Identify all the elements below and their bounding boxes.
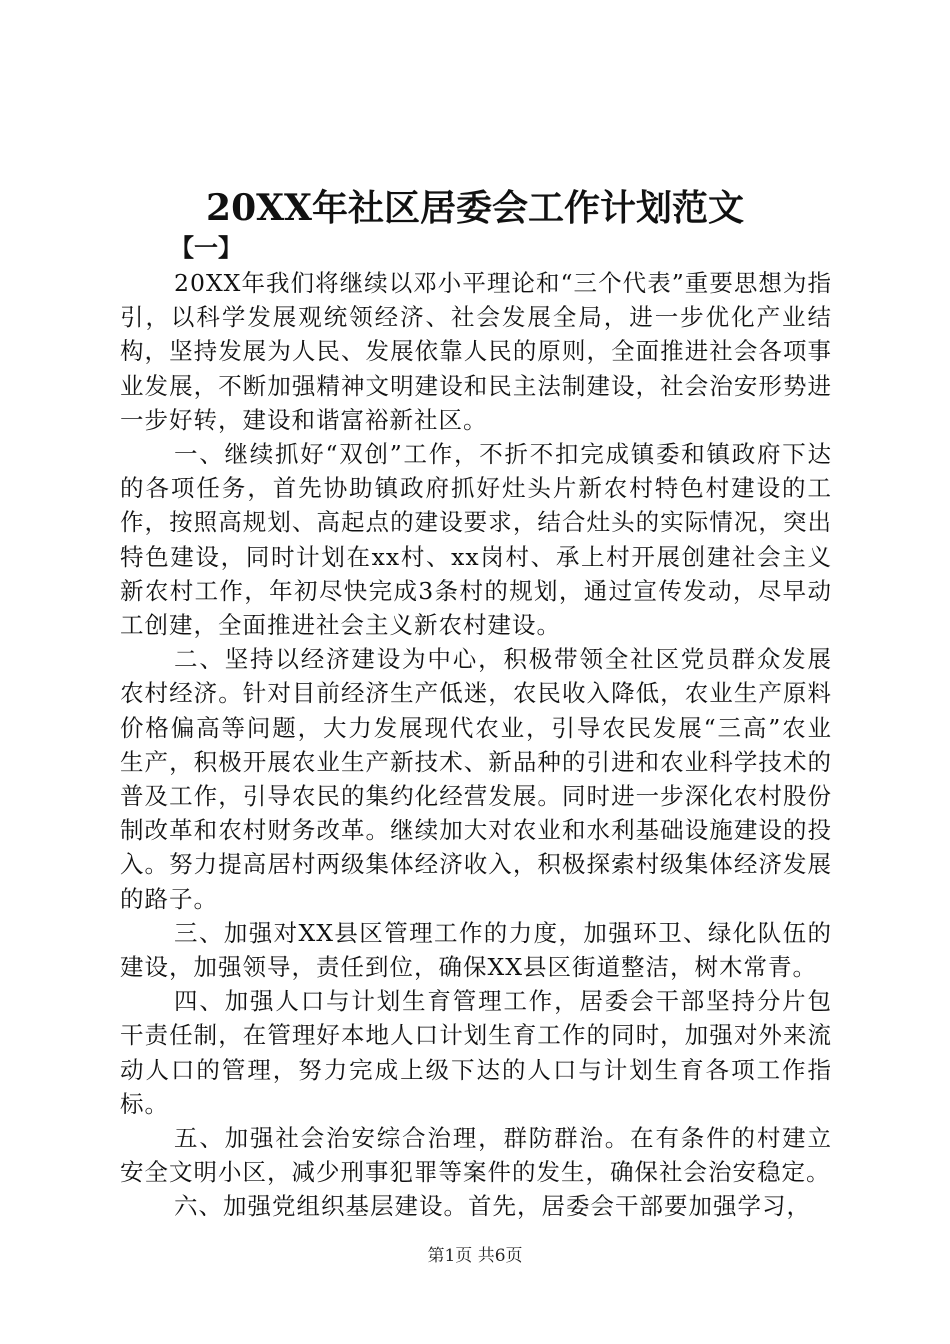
section-marker: 【一】 [170, 233, 242, 262]
document-body [120, 266, 832, 1224]
paragraph-item-6: 六、加强党组织基层建设。首先，居委会干部要加强学习， [174, 1192, 812, 1221]
paragraph-intro: 20XX年我们将继续以邓小平理论和“三个代表”重要思想为指引，以科学发展观统领经济、社会发展全局，进一步优化产业结构，坚持发展为人民、发展依靠人民的原则，全面推进社会各项事业发展，不断加强精神文明建设和民主法制建设，社会治安形势进一步好转，建设和谐富裕新社区。 [120, 269, 832, 434]
paragraph-item-5: 五、加强社会治安综合治理，群防群治。在有条件的村建立安全文明小区，减少刑事犯罪等案件的发生，确保社会治安稳定。 [120, 1124, 832, 1187]
paragraph-item-3: 三、加强对XX县区管理工作的力度，加强环卫、绿化队伍的建设，加强领导，责任到位，确保XX县区街道整洁，树木常青。 [120, 918, 832, 982]
paragraph-item-1: 一、继续抓好“双创”工作，不折不扣完成镇委和镇政府下达的各项任务，首先协助镇政府抓好灶头片新农村特色村建设的工作，按照高规划、高起点的建设要求，结合灶头的实际情况，突出特色建设，同时计划在xx村、xx岗村、承上村开展创建社会主义新农村工作，年初尽快完成3条村的规划，通过宣传发动，尽早动工创建，全面推进社会主义新农村建设。 [120, 440, 832, 640]
paragraph-item-2: 二、坚持以经济建设为中心，积极带领全社区党员群众发展农村经济。针对目前经济生产低迷，农民收入降低，农业生产原料价格偏高等问题，大力发展现代农业，引导农民发展“三高”农业生产，积极开展农业生产新技术、新品种的引进和农业科学技术的普及工作，引导农民的集约化经营发展。同时进一步深化农村股份制改革和农村财务改革。继续加大对农业和水利基础设施建设的投入。努力提高居村两级集体经济收入，积极探索村级集体经济发展的路子。 [120, 645, 832, 913]
document-title: 20XX年社区居委会工作计划范文 [206, 187, 744, 229]
paragraph-item-4: 四、加强人口与计划生育管理工作，居委会干部坚持分片包干责任制，在管理好本地人口计划生育工作的同时，加强对外来流动人口的管理，努力完成上级下达的人口与计划生育各项工作指标。 [120, 987, 832, 1118]
page-number: 第1页 共6页 [427, 1246, 523, 1266]
